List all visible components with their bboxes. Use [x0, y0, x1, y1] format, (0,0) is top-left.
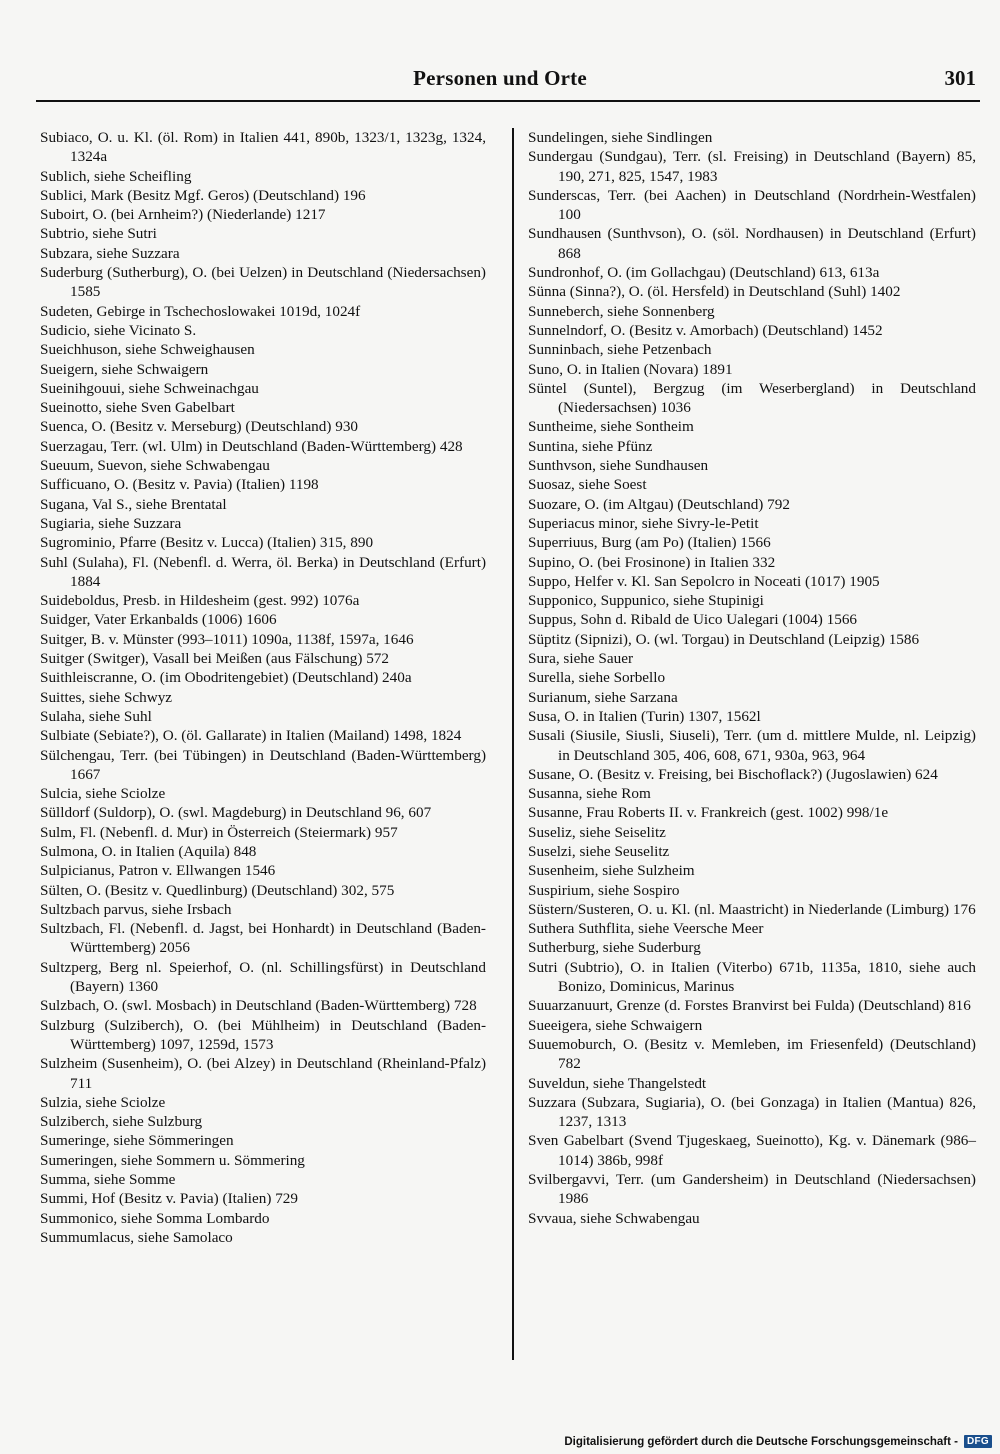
- index-entry: Suuarzanuurt, Grenze (d. Forstes Branvirst bei Fulda) (Deutschland) 816: [528, 997, 971, 1015]
- index-entry: Sugiaria, siehe Suzzara: [40, 514, 182, 532]
- index-entry: Sueinotto, siehe Sven Gabelbart: [40, 399, 235, 417]
- index-entry: Sulm, Fl. (Nebenfl. d. Mur) in Österreich (Steiermark) 957: [40, 823, 398, 841]
- index-entry: Summi, Hof (Besitz v. Pavia) (Italien) 729: [40, 1190, 298, 1208]
- index-entry: Susenheim, siehe Sulzheim: [528, 862, 695, 880]
- index-entry: Suboirt, O. (bei Arnheim?) (Niederlande) 1217: [40, 206, 326, 224]
- index-entry: Sutri (Subtrio), O. in Italien (Viterbo) 671b, 1135a, 1810, siehe auch Bonizo, Dominicus, Marinus: [528, 958, 976, 996]
- index-entry: Sulzheim (Susenheim), O. (bei Alzey) in Deutschland (Rheinland-Pfalz) 711: [40, 1055, 486, 1092]
- index-entry: Susanne, Frau Roberts II. v. Frankreich (gest. 1002) 998/1e: [528, 804, 889, 822]
- index-entry: Sulpicianus, Patron v. Ellwangen 1546: [40, 862, 276, 880]
- index-entry: Suerzagau, Terr. (wl. Ulm) in Deutschland (Baden-Württemberg) 428: [40, 437, 463, 455]
- index-entry: Superiacus minor, siehe Sivry-le-Petit: [528, 514, 759, 532]
- footer-text: Digitalisierung gefördert durch die Deutsche Forschungsgemeinschaft -: [564, 1435, 958, 1448]
- index-entry: Subzara, siehe Suzzara: [40, 244, 180, 262]
- index-entry: Sulzburg (Sulziberch), O. (bei Mühlheim) in Deutschland (Baden-Württemberg) 1097, 1259d, 1573: [40, 1016, 486, 1053]
- index-entry: Sunderscas, Terr. (bei Aachen) in Deutschland (Nordrhein-Westfalen) 100: [528, 186, 976, 224]
- footer-credit: [564, 1435, 992, 1448]
- index-entry: Sultzperg, Berg nl. Speierhof, O. (nl. Schillingsfürst) in Deutschland (Bayern) 1360: [40, 958, 486, 996]
- index-entry: Sundronhof, O. (im Gollachgau) (Deutschland) 613, 613a: [528, 264, 880, 282]
- index-entry: Supponico, Suppunico, siehe Stupinigi: [528, 592, 764, 610]
- index-entry: Sutherburg, siehe Suderburg: [528, 939, 701, 957]
- index-entry: Suspirium, siehe Sospiro: [528, 881, 680, 899]
- index-entry: Suntina, siehe Pfünz: [528, 437, 653, 455]
- column-divider: [512, 128, 514, 1360]
- index-entry: Sunneberch, siehe Sonnenberg: [528, 302, 715, 320]
- index-entry: Sugrominio, Pfarre (Besitz v. Lucca) (Italien) 315, 890: [40, 534, 374, 552]
- index-entry: Svilbergavvi, Terr. (um Gandersheim) in Deutschland (Niedersachsen) 1986: [528, 1171, 976, 1208]
- index-entry: Sueeigera, siehe Schwaigern: [528, 1016, 703, 1034]
- index-entry: Suppus, Sohn d. Ribald de Uico Ualegari (1004) 1566: [528, 611, 858, 629]
- index-entry: Suidger, Vater Erkanbalds (1006) 1606: [40, 611, 277, 629]
- index-entry: Sublich, siehe Scheifling: [40, 167, 192, 185]
- index-entry: Suithleiscranne, O. (im Obodritengebiet) (Deutschland) 240a: [40, 669, 412, 687]
- index-entry: Sundhausen (Sunthvson), O. (söl. Nordhausen) in Deutschland (Erfurt) 868: [528, 225, 976, 262]
- index-entry: Sülldorf (Suldorp), O. (swl. Magdeburg) in Deutschland 96, 607: [40, 804, 432, 822]
- index-entry: Süntel (Suntel), Bergzug (im Weserbergland) in Deutschland (Niedersachsen) 1036: [528, 379, 976, 417]
- index-entry: Sünna (Sinna?), O. (öl. Hersfeld) in Deutschland (Suhl) 1402: [528, 283, 901, 301]
- index-entry: Sundergau (Sundgau), Terr. (sl. Freising) in Deutschland (Bayern) 85, 190, 271, 825, 1547, 1983: [528, 148, 976, 185]
- index-entry: Sueinihgouui, siehe Schweinachgau: [40, 379, 259, 397]
- index-entry: Susane, O. (Besitz v. Freising, bei Bischoflack?) (Jugoslawien) 624: [528, 765, 938, 783]
- index-entry: Suitger (Switger), Vasall bei Meißen (aus Fälschung) 572: [40, 650, 389, 668]
- index-entry: Sulzia, siehe Sciolze: [40, 1093, 166, 1111]
- index-entry: Sunthvson, siehe Sundhausen: [528, 457, 709, 475]
- index-entry: Sudeten, Gebirge in Tschechoslowakei 1019d, 1024f: [40, 302, 361, 320]
- index-entry: Suthera Suthflita, siehe Veersche Meer: [528, 920, 764, 938]
- index-entry: Suderburg (Sutherburg), O. (bei Uelzen) in Deutschland (Niedersachsen) 1585: [40, 264, 486, 301]
- index-entry: Suenca, O. (Besitz v. Merseburg) (Deutschland) 930: [40, 418, 359, 436]
- index-entry: Susali (Siusile, Siusli, Siuseli), Terr. (um d. mittlere Mulde, nl. Leipzig) in Deutschland 305, 406, 608, 671, 930a, 963, 964: [528, 727, 976, 764]
- index-entry: Sulzbach, O. (swl. Mosbach) in Deutschland (Baden-Württemberg) 728: [40, 997, 477, 1015]
- index-entry: Sura, siehe Sauer: [528, 650, 634, 668]
- index-entry: Sufficuano, O. (Besitz v. Pavia) (Italien) 1198: [40, 476, 319, 494]
- index-entry: Superriuus, Burg (am Po) (Italien) 1566: [528, 534, 771, 552]
- index-entry: Süptitz (Sipnizi), O. (wl. Torgau) in Deutschland (Leipzig) 1586: [528, 630, 920, 648]
- dfg-logo-icon: DFG: [964, 1435, 992, 1448]
- index-entry: Suittes, siehe Schwyz: [40, 688, 173, 706]
- index-entry: Surianum, siehe Sarzana: [528, 688, 678, 706]
- index-entry: Sulmona, O. in Italien (Aquila) 848: [40, 842, 257, 860]
- index-entry: Susanna, siehe Rom: [528, 785, 651, 803]
- index-entry: Subiaco, O. u. Kl. (öl. Rom) in Italien 441, 890b, 1323/1, 1323g, 1324, 1324a: [40, 129, 486, 166]
- index-entry: Sülten, O. (Besitz v. Quedlinburg) (Deutschland) 302, 575: [40, 881, 395, 899]
- index-entry: Sundelingen, siehe Sindlingen: [528, 129, 713, 146]
- index-entry: Sunninbach, siehe Petzenbach: [528, 341, 712, 359]
- index-entry: Süstern/Susteren, O. u. Kl. (nl. Maastricht) in Niederlande (Limburg) 176: [528, 900, 976, 918]
- header-rule: [36, 100, 980, 102]
- index-entry: Suntheime, siehe Sontheim: [528, 418, 694, 436]
- index-entry: Surella, siehe Sorbello: [528, 669, 666, 687]
- index-entry: Suitger, B. v. Münster (993–1011) 1090a, 1138f, 1597a, 1646: [40, 630, 414, 648]
- index-entry: Sülchengau, Terr. (bei Tübingen) in Deutschland (Baden-Württemberg) 1667: [40, 746, 486, 783]
- index-entry: Sueuum, Suevon, siehe Schwabengau: [40, 457, 270, 475]
- index-entry: Sulaha, siehe Suhl: [40, 707, 152, 725]
- index-entry: Suzzara (Subzara, Sugiaria), O. (bei Gonzaga) in Italien (Mantua) 826, 1237, 1313: [528, 1093, 976, 1131]
- index-entry: Sudicio, siehe Vicinato S.: [40, 321, 197, 339]
- index-entry: Sultzbach, Fl. (Nebenfl. d. Jagst, bei Honhardt) in Deutschland (Baden-Württemberg) 2056: [40, 920, 486, 957]
- page-number: 301: [944, 66, 976, 90]
- index-entry: Sulcia, siehe Sciolze: [40, 785, 166, 803]
- left-column: [40, 128, 486, 1247]
- index-entry: Susa, O. in Italien (Turin) 1307, 1562l: [528, 707, 761, 725]
- index-entry: Summonico, siehe Somma Lombardo: [40, 1209, 270, 1227]
- index-entry: Suhl (Sulaha), Fl. (Nebenfl. d. Werra, öl. Berka) in Deutschland (Erfurt) 1884: [40, 553, 486, 590]
- index-entry: Sublici, Mark (Besitz Mgf. Geros) (Deutschland) 196: [40, 186, 366, 204]
- index-entry: Sultzbach parvus, siehe Irsbach: [40, 900, 232, 918]
- index-entry: Suppo, Helfer v. Kl. San Sepolcro in Noceati (1017) 1905: [528, 572, 880, 590]
- index-entry: Sugana, Val S., siehe Brentatal: [40, 495, 227, 513]
- index-entry: Supino, O. (bei Frosinone) in Italien 332: [528, 553, 776, 571]
- index-entry: Subtrio, siehe Sutri: [40, 225, 157, 243]
- index-entry: Summa, siehe Somme: [40, 1171, 176, 1189]
- index-entry: Suveldun, siehe Thangelstedt: [528, 1074, 707, 1092]
- index-entry: Sumeringe, siehe Sömmeringen: [40, 1132, 234, 1150]
- index-entry: Suozare, O. (im Altgau) (Deutschland) 792: [528, 495, 790, 513]
- index-entry: Sven Gabelbart (Svend Tjugeskaeg, Sueinotto), Kg. v. Dänemark (986–1014) 386b, 998f: [528, 1132, 976, 1169]
- index-entry: Sueigern, siehe Schwaigern: [40, 360, 209, 378]
- index-entry: Sulbiate (Sebiate?), O. (öl. Gallarate) in Italien (Mailand) 1498, 1824: [40, 727, 462, 745]
- index-entry: Suselzi, siehe Seuselitz: [528, 842, 670, 860]
- index-entry: Sueichhuson, siehe Schweighausen: [40, 341, 255, 359]
- page-header-title: Personen und Orte: [413, 66, 587, 90]
- index-entry: Svvaua, siehe Schwabengau: [528, 1209, 700, 1227]
- index-entry: Suideboldus, Presb. in Hildesheim (gest. 992) 1076a: [40, 592, 360, 610]
- index-entry: Sulziberch, siehe Sulzburg: [40, 1113, 203, 1131]
- index-entry: Sunnelndorf, O. (Besitz v. Amorbach) (Deutschland) 1452: [528, 321, 883, 339]
- index-entry: Sumeringen, siehe Sommern u. Sömmering: [40, 1151, 305, 1169]
- right-column: [528, 128, 976, 1228]
- index-entry: Summumlacus, siehe Samolaco: [40, 1228, 233, 1246]
- index-entry: Suosaz, siehe Soest: [528, 476, 647, 494]
- index-entry: Suno, O. in Italien (Novara) 1891: [528, 360, 733, 378]
- index-entry: Suuemoburch, O. (Besitz v. Memleben, im Friesenfeld) (Deutschland) 782: [528, 1035, 976, 1073]
- index-entry: Suseliz, siehe Seiselitz: [528, 823, 666, 841]
